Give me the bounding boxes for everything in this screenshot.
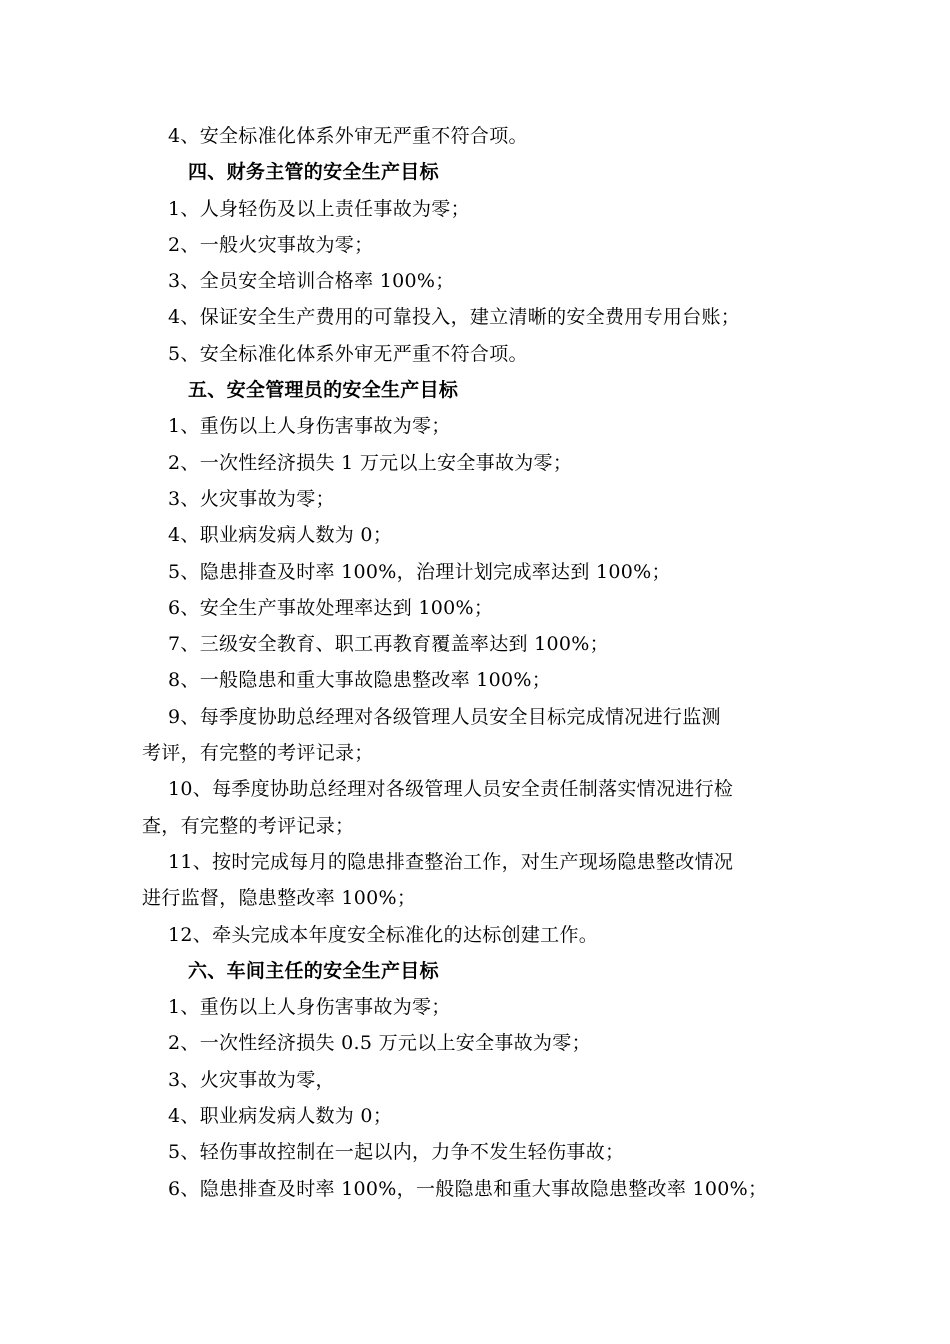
list-item: 12、牵头完成本年度安全标准化的达标创建工作。 [168, 923, 599, 946]
list-item-continuation: 考评，有完整的考评记录； [142, 742, 374, 765]
list-item: 3、火灾事故为零， [168, 1068, 335, 1091]
list-item-continuation: 查，有完整的考评记录； [142, 814, 355, 837]
list-item: 3、火灾事故为零； [168, 487, 335, 510]
list-item: 8、一般隐患和重大事故隐患整改率 100%； [168, 669, 552, 692]
section-heading: 五、安全管理员的安全生产目标 [188, 379, 459, 402]
list-item: 4、职业病发病人数为 0； [168, 1105, 393, 1128]
list-item: 1、人身轻伤及以上责任事故为零； [168, 197, 470, 220]
list-item: 2、一般火灾事故为零； [168, 233, 374, 256]
document-body [142, 118, 810, 1207]
section-heading: 六、车间主任的安全生产目标 [188, 959, 439, 982]
list-item: 3、全员安全培训合格率 100%； [168, 270, 455, 293]
list-item: 1、重伤以上人身伤害事故为零； [168, 996, 451, 1019]
list-item: 7、三级安全教育、职工再教育覆盖率达到 100%； [168, 633, 609, 656]
list-item: 5、安全标准化体系外审无严重不符合项。 [168, 342, 528, 365]
list-item: 10、每季度协助总经理对各级管理人员安全责任制落实情况进行检 [168, 778, 734, 801]
section-heading: 四、财务主管的安全生产目标 [188, 161, 439, 184]
list-item: 5、轻伤事故控制在一起以内，力争不发生轻伤事故； [168, 1141, 625, 1164]
list-item: 9、每季度协助总经理对各级管理人员安全目标完成情况进行监测 [168, 705, 721, 728]
list-item: 6、隐患排查及时率 100%，一般隐患和重大事故隐患整改率 100%； [168, 1177, 768, 1200]
list-item-continuation: 进行监督，隐患整改率 100%； [142, 887, 417, 910]
list-item: 2、一次性经济损失 1 万元以上安全事故为零； [168, 451, 573, 474]
list-item: 1、重伤以上人身伤害事故为零； [168, 415, 451, 438]
list-item: 6、安全生产事故处理率达到 100%； [168, 596, 494, 619]
list-item: 4、安全标准化体系外审无严重不符合项。 [168, 125, 528, 147]
list-item: 5、隐患排查及时率 100%，治理计划完成率达到 100%； [168, 560, 671, 583]
list-item: 4、职业病发病人数为 0； [168, 524, 393, 547]
list-item: 2、一次性经济损失 0.5 万元以上安全事故为零； [168, 1032, 591, 1055]
list-item: 11、按时完成每月的隐患排查整治工作，对生产现场隐患整改情况 [168, 850, 734, 873]
list-item: 4、保证安全生产费用的可靠投入，建立清晰的安全费用专用台账； [168, 306, 741, 329]
